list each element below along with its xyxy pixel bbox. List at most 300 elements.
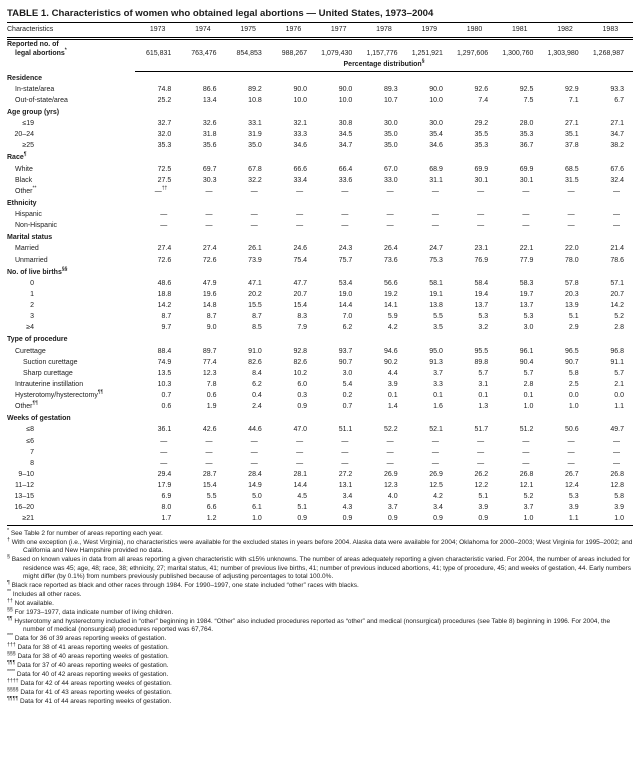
value-cell: 35.4	[429, 131, 443, 139]
footnote-marker: §§	[7, 606, 13, 613]
value-cell: 19.1	[429, 290, 443, 298]
value-cell: 28.7	[202, 470, 217, 478]
footnote-marker: §	[421, 58, 425, 65]
value-cell: 95.0	[429, 347, 443, 355]
value-cell: 12.5	[429, 482, 443, 490]
value-cell: 27.4	[157, 245, 172, 253]
value-cell: 90.2	[383, 358, 398, 366]
row-label	[7, 492, 135, 503]
column-header-year: 1982	[542, 23, 587, 38]
value-cell: 47.0	[293, 426, 308, 434]
value-cell: 26.2	[474, 470, 489, 478]
row-label-text: ≥21	[22, 515, 34, 523]
value-cell: —	[613, 448, 620, 456]
value-cell: 13.5	[157, 369, 172, 377]
value-cell: 34.5	[338, 131, 353, 139]
value-cell: 1.0	[252, 515, 262, 523]
value-cell: 5.7	[614, 369, 624, 377]
footnote-marker: ††††	[7, 677, 19, 684]
table-row	[7, 436, 633, 447]
table-row	[7, 459, 633, 470]
value-cell: 5.3	[478, 313, 489, 321]
value-cell: 8.0	[161, 504, 172, 512]
value-cell: 14.2	[610, 302, 624, 310]
value-cell: 1,157,776	[366, 49, 398, 57]
table-row	[7, 481, 633, 492]
value-cell: 10.3	[157, 380, 172, 388]
value-cell: —	[160, 459, 168, 467]
value-cell: 3.4	[342, 493, 353, 501]
value-cell: 5.5	[206, 493, 217, 501]
row-label: Married	[15, 245, 39, 253]
value-cell: 29.2	[474, 120, 489, 128]
row-label	[7, 425, 135, 436]
value-cell: 75.3	[429, 256, 443, 264]
table-row	[7, 119, 633, 130]
row-label	[7, 514, 135, 526]
value-cell: 72.5	[157, 165, 172, 173]
value-cell: 26.8	[519, 470, 534, 478]
footnote: §§§ Data for 38 of 40 areas reporting weeks of gestation.	[7, 650, 169, 660]
section-header: Ethnicity	[7, 199, 37, 207]
value-cell: 42.6	[202, 426, 217, 434]
value-cell: 5.2	[614, 313, 624, 321]
value-cell: —	[205, 211, 213, 219]
value-cell: 51.2	[519, 426, 534, 434]
footnote-marker: ¶¶¶¶	[7, 695, 19, 702]
value-cell: 28.1	[293, 470, 308, 478]
value-cell: 1.0	[523, 515, 534, 523]
table-row	[7, 96, 633, 107]
value-cell: 3.9	[478, 504, 489, 512]
value-cell: 35.5	[474, 131, 489, 139]
value-cell: —	[431, 459, 439, 467]
value-cell: 1.3	[478, 403, 489, 411]
value-cell: 35.0	[383, 131, 398, 139]
value-cell: 22.0	[565, 245, 579, 253]
value-cell: —	[250, 222, 258, 230]
footnote-marker: ¶¶	[7, 615, 13, 622]
column-header-year: 1974	[180, 23, 225, 38]
footnote: ¶ Black race reported as black and other races through 1984. For 1990–1997, one state included “other” races with blacks.	[7, 579, 359, 589]
value-cell: 1,297,606	[456, 49, 489, 57]
value-cell: —	[386, 222, 394, 230]
value-cell: 15.5	[248, 302, 262, 310]
value-cell: 4.2	[433, 493, 443, 501]
value-cell: 30.1	[474, 176, 489, 184]
value-cell: 47.7	[293, 279, 308, 287]
value-cell: 20.3	[565, 290, 579, 298]
value-cell: 28.4	[248, 470, 262, 478]
value-cell: 35.0	[383, 142, 398, 150]
table-row	[7, 164, 633, 175]
value-cell: 12.2	[474, 482, 489, 490]
footnote: § Based on known values in data from all areas reporting a given characteristic with ≤15% unknowns. The number of areas adequately reporting a given characteristic varied. For 2004, the number of areas included for residence was 45; age, 48; race, 38; ethnicity, 27; marital status, 41; number of previous live births, 41; number of previous induced abortions, 41; type of procedure, 45; and weeks of gestation, 44. Early numbers might differ (by 0.1%) from numbers previously published because of adjusting percentages to total 100.0%.	[7, 554, 631, 581]
section-header-row	[7, 198, 633, 210]
value-cell: 13.7	[519, 302, 534, 310]
column-header-row	[7, 23, 633, 38]
value-cell: 67.8	[248, 165, 262, 173]
value-cell: 3.9	[568, 504, 579, 512]
value-cell: —	[205, 448, 213, 456]
value-cell: 17.9	[157, 482, 172, 490]
value-cell: 27.1	[565, 120, 579, 128]
value-cell: 77.9	[519, 256, 534, 264]
value-cell: 31.9	[248, 131, 262, 139]
value-cell: 86.6	[202, 85, 217, 93]
table-row	[7, 279, 633, 290]
row-label	[7, 448, 135, 459]
value-cell: 0.6	[206, 392, 217, 400]
value-cell: 90.7	[338, 358, 353, 366]
reported-abortions-row	[7, 38, 633, 59]
value-cell: 44.6	[248, 426, 262, 434]
value-cell: —	[613, 187, 620, 195]
value-cell: 2.8	[523, 380, 534, 388]
percentage-distribution-label: Percentage distribution§	[135, 60, 633, 72]
value-cell: 0.9	[342, 515, 353, 523]
value-cell: 12.3	[202, 369, 217, 377]
value-cell: 35.6	[202, 142, 217, 150]
value-cell: 2.5	[568, 380, 579, 388]
value-cell: 0.2	[342, 392, 353, 400]
row-label	[7, 503, 135, 514]
row-label-text: ≤6	[26, 437, 34, 445]
value-cell: —	[477, 459, 485, 467]
value-cell: 6.6	[206, 504, 217, 512]
column-header-year: 1973	[135, 23, 180, 38]
table-row	[7, 358, 633, 369]
characteristics-table	[7, 23, 633, 526]
value-cell: —	[341, 211, 349, 219]
value-cell: 3.0	[342, 369, 353, 377]
row-label: Curettage	[15, 347, 46, 355]
table-row	[7, 503, 633, 514]
value-cell: 5.7	[478, 369, 489, 377]
value-cell: 29.4	[157, 470, 172, 478]
footnote: †††† Data for 42 of 44 areas reporting weeks of gestation.	[7, 677, 172, 687]
column-header-year: 1978	[361, 23, 406, 38]
value-cell: 3.2	[478, 324, 489, 332]
value-cell: 96.1	[519, 347, 534, 355]
value-cell: —	[160, 222, 168, 230]
value-cell: 48.6	[157, 279, 172, 287]
row-label	[7, 436, 135, 447]
value-cell: 26.7	[565, 470, 579, 478]
value-cell: —	[386, 459, 394, 467]
row-label-text: ≤8	[26, 426, 34, 434]
value-cell: 763,476	[191, 49, 217, 57]
section-header: Weeks of gestation	[7, 415, 71, 423]
value-cell: 31.5	[565, 176, 579, 184]
value-cell: 5.4	[342, 380, 353, 388]
value-cell: 14.8	[202, 302, 217, 310]
table-row	[7, 448, 633, 459]
value-cell: 19.4	[474, 290, 489, 298]
value-cell: 72.6	[157, 256, 172, 264]
value-cell: 34.6	[293, 142, 308, 150]
value-cell: 0.9	[478, 515, 489, 523]
table-row	[7, 391, 633, 402]
value-cell: 26.9	[429, 470, 443, 478]
table-row	[7, 141, 633, 152]
value-cell: 58.3	[519, 279, 534, 287]
value-cell: 34.7	[338, 142, 353, 150]
value-cell: 0.6	[161, 403, 172, 411]
value-cell: 75.7	[338, 256, 353, 264]
value-cell: 5.5	[433, 313, 443, 321]
table-row	[7, 187, 633, 198]
footnote-marker: ¶	[7, 579, 10, 586]
value-cell: —	[477, 211, 485, 219]
value-cell: 8.7	[252, 313, 262, 321]
value-cell: 21.4	[610, 245, 624, 253]
value-cell: —	[250, 187, 258, 195]
value-cell: 1.2	[206, 515, 217, 523]
value-cell: —	[296, 222, 304, 230]
value-cell: 1.0	[614, 515, 624, 523]
value-cell: 6.9	[161, 493, 172, 501]
value-cell: 26.9	[383, 470, 398, 478]
footnote: §§ For 1973–1977, data indicate number of living children.	[7, 606, 174, 616]
value-cell: —	[386, 437, 394, 445]
value-cell: 56.6	[383, 279, 398, 287]
row-label	[7, 141, 135, 152]
value-cell: 0.0	[614, 392, 624, 400]
row-label: In-state/area	[15, 85, 55, 93]
value-cell: 67.0	[383, 165, 398, 173]
value-cell: 27.1	[610, 120, 624, 128]
table-row	[7, 255, 633, 266]
value-cell: 33.0	[383, 176, 398, 184]
value-cell: 8.7	[161, 313, 172, 321]
value-cell: 7.0	[342, 313, 353, 321]
value-cell: —	[205, 437, 213, 445]
value-cell: —	[250, 448, 258, 456]
value-cell: 1,268,987	[592, 49, 624, 57]
footnote-marker: §§§§	[7, 686, 19, 693]
row-label-text: 1	[30, 290, 34, 298]
table-row	[7, 369, 633, 380]
value-cell: 5.8	[614, 493, 624, 501]
table-body	[7, 38, 633, 526]
value-cell: 92.9	[565, 85, 579, 93]
footnote: †† Not available.	[7, 597, 54, 607]
value-cell: —	[431, 437, 439, 445]
value-cell: 0.1	[433, 392, 443, 400]
value-cell: —	[522, 437, 530, 445]
value-cell: 35.3	[157, 142, 172, 150]
value-cell: 0.9	[297, 403, 308, 411]
value-cell: 0.9	[433, 515, 443, 523]
value-cell: —	[613, 459, 620, 467]
footnote-marker: †	[7, 536, 10, 543]
table-row	[7, 470, 633, 481]
value-cell: 0.9	[387, 515, 398, 523]
value-cell: 3.7	[523, 504, 534, 512]
value-cell: 1,079,430	[321, 49, 353, 57]
value-cell: 6.1	[252, 504, 262, 512]
section-header-row	[7, 107, 633, 119]
footnote: * See Table 2 for number of areas reporting each year.	[7, 527, 163, 537]
value-cell: 89.8	[474, 358, 489, 366]
value-cell: 24.6	[293, 245, 308, 253]
footnote-marker: **	[7, 588, 12, 595]
value-cell: 36.7	[519, 142, 534, 150]
value-cell: 6.0	[297, 380, 308, 388]
row-label: Hispanic	[15, 211, 42, 219]
value-cell: 2.9	[568, 324, 579, 332]
value-cell: 19.2	[383, 290, 398, 298]
row-label	[7, 301, 135, 312]
value-cell: —	[205, 459, 213, 467]
value-cell: 77.4	[202, 358, 217, 366]
value-cell: 24.7	[429, 245, 443, 253]
value-cell: 0.3	[297, 392, 308, 400]
value-cell: 3.0	[523, 324, 534, 332]
value-cell: —	[431, 448, 439, 456]
value-cell: 12.8	[610, 482, 624, 490]
value-cell: —	[522, 187, 530, 195]
value-cell: —	[567, 459, 575, 467]
value-cell: 4.0	[387, 493, 398, 501]
value-cell: —	[386, 187, 394, 195]
value-cell: 35.0	[248, 142, 262, 150]
table-row	[7, 85, 633, 96]
row-label	[7, 290, 135, 301]
value-cell: 50.6	[565, 426, 579, 434]
value-cell: 82.6	[293, 358, 308, 366]
value-cell: 7.1	[568, 96, 579, 104]
value-cell: 10.0	[293, 96, 308, 104]
value-cell: 51.7	[474, 426, 489, 434]
value-cell: 7.8	[206, 380, 217, 388]
value-cell: 0.1	[478, 392, 489, 400]
row-label-text: 16–20	[14, 504, 34, 512]
value-cell: 14.4	[338, 302, 353, 310]
value-cell: 5.7	[523, 369, 534, 377]
value-cell: 82.6	[248, 358, 262, 366]
value-cell: 10.2	[293, 369, 308, 377]
value-cell: 49.7	[610, 426, 624, 434]
row-label: Unmarried	[15, 256, 48, 264]
footnote: ¶¶¶ Data for 37 of 40 areas reporting weeks of gestation.	[7, 659, 169, 669]
value-cell: 0.7	[161, 392, 172, 400]
value-cell: 13.7	[474, 302, 489, 310]
footnote: ¶¶¶¶ Data for 41 of 44 areas reporting weeks of gestation.	[7, 695, 172, 705]
value-cell: 74.9	[157, 358, 172, 366]
value-cell: 1,251,921	[411, 49, 443, 57]
table-row	[7, 425, 633, 436]
value-cell: 92.6	[474, 85, 489, 93]
value-cell: 66.6	[293, 165, 308, 173]
value-cell: 5.0	[252, 493, 262, 501]
value-cell: 93.3	[610, 85, 624, 93]
value-cell: —	[477, 222, 485, 230]
value-cell: 10.8	[248, 96, 262, 104]
value-cell: 31.1	[429, 176, 443, 184]
row-label	[7, 279, 135, 290]
value-cell: 1,300,760	[502, 49, 534, 57]
value-cell: 52.1	[429, 426, 443, 434]
footnote-marker: ††	[7, 597, 13, 604]
value-cell: 66.4	[338, 165, 353, 173]
footnote: ** Includes all other races.	[7, 588, 82, 598]
value-cell: 5.9	[387, 313, 398, 321]
value-cell: 47.1	[248, 279, 262, 287]
table-row	[7, 176, 633, 187]
footnote-marker: ††	[161, 185, 168, 192]
value-cell: —	[205, 222, 213, 230]
value-cell: —	[386, 211, 394, 219]
value-cell: 20.7	[610, 290, 624, 298]
value-cell: 3.7	[387, 504, 398, 512]
value-cell: 33.1	[248, 120, 262, 128]
value-cell: —	[341, 448, 349, 456]
value-cell: 88.4	[157, 347, 172, 355]
value-cell: 1.6	[433, 403, 443, 411]
value-cell: 14.1	[383, 302, 398, 310]
value-cell: 35.1	[565, 131, 579, 139]
value-cell: 12.1	[519, 482, 534, 490]
row-label-text: 2	[30, 302, 34, 310]
value-cell: 3.9	[387, 380, 398, 388]
row-label-text: ≤19	[22, 120, 34, 128]
row-label-text: 20–24	[14, 131, 34, 139]
table-row	[7, 130, 633, 141]
value-cell: 8.7	[206, 313, 217, 321]
value-cell: 4.4	[387, 369, 398, 377]
value-cell: 20.2	[248, 290, 262, 298]
footnote-marker: ¶¶¶	[7, 659, 16, 666]
value-cell: 23.1	[474, 245, 489, 253]
value-cell: 73.9	[248, 256, 262, 264]
value-cell: —	[205, 187, 213, 195]
value-cell: 68.5	[565, 165, 579, 173]
value-cell: —	[431, 187, 439, 195]
value-cell: 89.7	[202, 347, 217, 355]
table-row	[7, 290, 633, 301]
value-cell: 19.6	[202, 290, 217, 298]
table-row	[7, 301, 633, 312]
value-cell: —	[567, 187, 575, 195]
value-cell: 30.3	[202, 176, 217, 184]
value-cell: 3.3	[433, 380, 443, 388]
value-cell: 0.4	[252, 392, 262, 400]
value-cell: 35.3	[519, 131, 534, 139]
footnote-marker: ***	[7, 632, 14, 639]
section-header-row	[7, 267, 633, 279]
value-cell: 615,831	[145, 49, 172, 57]
value-cell: 8.3	[297, 313, 308, 321]
value-cell: 69.9	[519, 165, 534, 173]
row-label	[7, 38, 135, 59]
value-cell: 32.4	[610, 176, 624, 184]
value-cell: 4.5	[297, 493, 308, 501]
row-label: Suction curettage	[23, 358, 78, 366]
footnote-marker: ¶¶	[97, 389, 104, 396]
value-cell: 5.8	[568, 369, 579, 377]
value-cell: 1.4	[387, 403, 398, 411]
value-cell: 91.0	[248, 347, 262, 355]
value-cell: 75.4	[293, 256, 308, 264]
value-cell: 19.7	[519, 290, 534, 298]
value-cell: —	[522, 448, 530, 456]
value-cell: 78.6	[610, 256, 624, 264]
value-cell: 5.1	[297, 504, 308, 512]
value-cell: 13.1	[338, 482, 353, 490]
table-row	[7, 323, 633, 334]
